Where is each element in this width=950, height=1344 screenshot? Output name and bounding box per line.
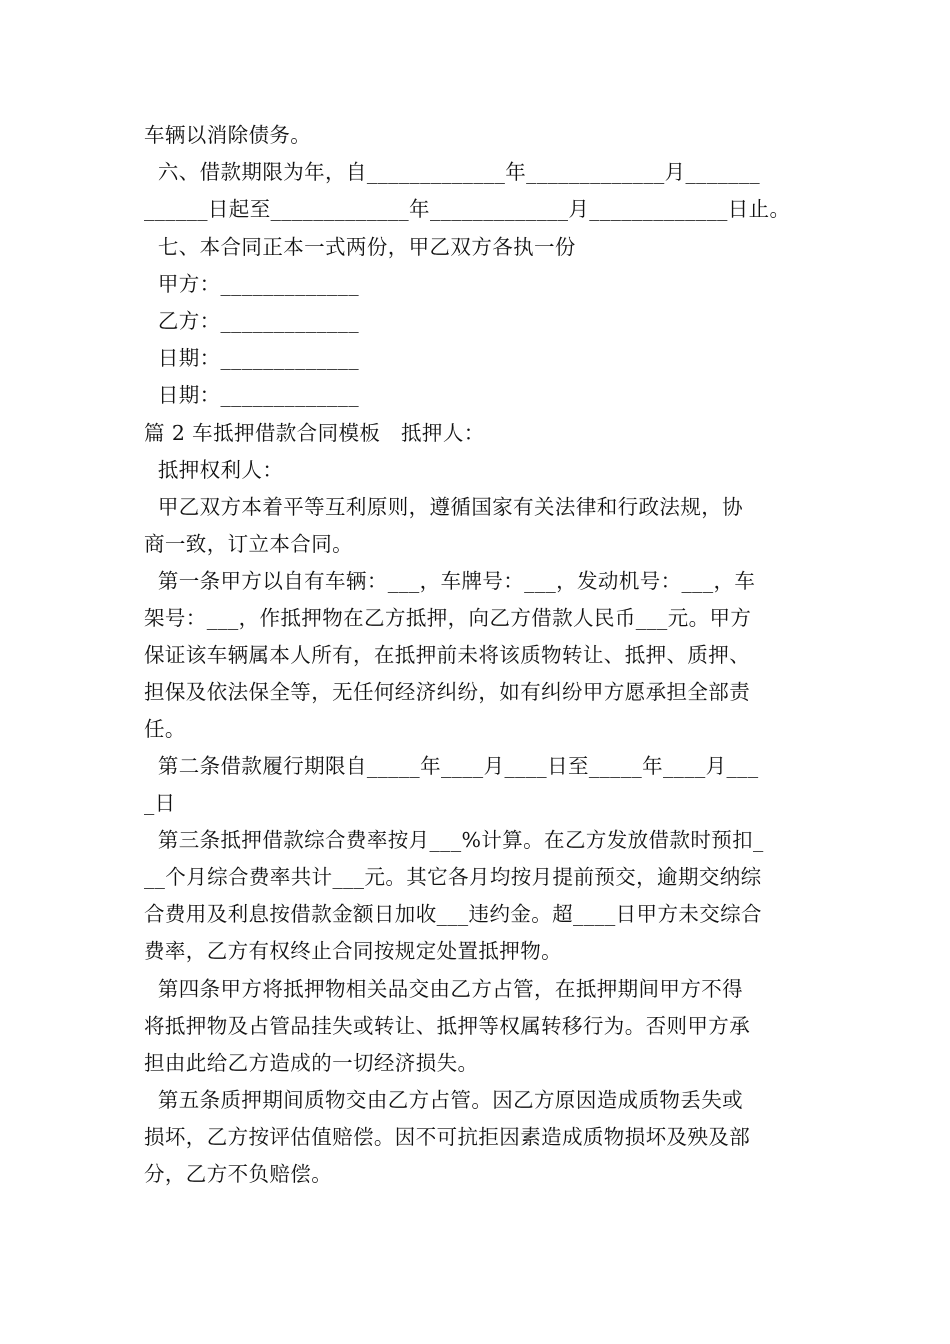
date-line: 日期：_____________ [144,383,359,407]
text-line: 费率，乙方有权终止合同按规定处置抵押物。 [144,939,562,963]
text-line: 抵押权利人： [144,458,284,482]
text-line: _日 [144,791,176,815]
text-line: 第三条抵押借款综合费率按月___%计算。在乙方发放借款时预扣_ [144,828,764,852]
text-line: 第二条借款履行期限自_____年____月____日至_____年____月___ [144,754,759,778]
text-line: 六、借款期限为年，自_____________年_____________月_______ [144,160,761,184]
text-line: 担保及依法保全等，无任何经济纠纷，如有纠纷甲方愿承担全部责 [144,680,751,704]
text-line: 任。 [144,717,186,741]
text-line: 第四条甲方将抵押物相关品交由乙方占管，在抵押期间甲方不得 [144,977,744,1001]
text-line: 七、本合同正本一式两份，甲乙双方各执一份 [144,235,576,259]
text-line: 第一条甲方以自有车辆：___，车牌号：___，发动机号：___，车 [144,569,756,593]
text-line: 车辆以消除债务。 [144,123,312,147]
signature-line-party-a: 甲方：_____________ [144,272,359,296]
text-line: 分，乙方不负赔偿。 [144,1162,333,1186]
text-line: 损坏，乙方按评估值赔偿。因不可抗拒因素造成质物损坏及殃及部 [144,1125,751,1149]
text-line: 担由此给乙方造成的一切经济损失。 [144,1051,479,1075]
text-line: 保证该车辆属本人所有，在抵押前未将该质物转让、抵押、质押、 [144,643,751,667]
date-line: 日期：_____________ [144,346,359,370]
text-line: 合费用及利息按借款金额日加收___违约金。超____日甲方未交综合 [144,902,762,926]
text-line: __个月综合费率共计___元。其它各月均按月提前预交，逾期交纳综 [144,865,762,889]
text-line: 商一致，订立本合同。 [144,532,353,556]
text-line: 架号：___，作抵押物在乙方抵押，向乙方借款人民币___元。甲方 [144,606,752,630]
section-heading: 篇 2 车抵押借款合同模板 抵押人： [144,421,485,445]
text-line: 甲乙双方本着平等互利原则，遵循国家有关法律和行政法规，协 [144,495,744,519]
text-line: 将抵押物及占管品挂失或转让、抵押等权属转移行为。否则甲方承 [144,1014,751,1038]
signature-line-party-b: 乙方：_____________ [144,309,359,333]
text-line: ______日起至_____________年_____________月_____________日止。 [144,197,791,221]
text-line: 第五条质押期间质物交由乙方占管。因乙方原因造成质物丢失或 [144,1088,744,1112]
